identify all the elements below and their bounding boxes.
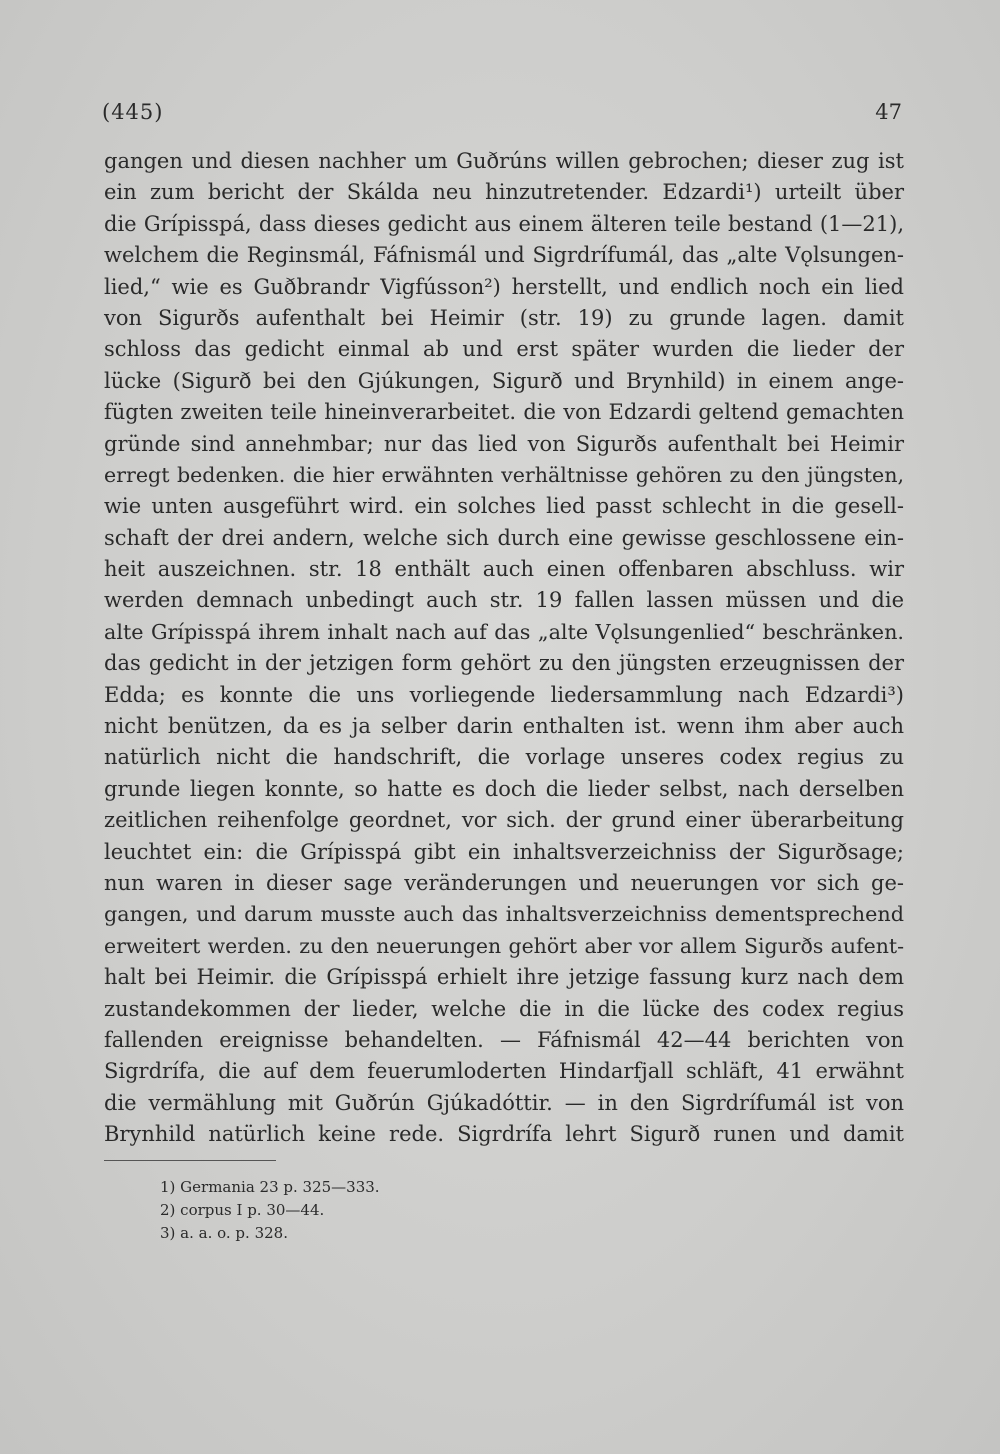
text-line: schaft der drei andern, welche sich durch eine gewisse geschlossene ein- (104, 525, 904, 550)
text-line: wie unten ausgeführt wird. ein solches lied passt schlecht in die gesell- (104, 494, 904, 519)
text-line: werden demnach unbedingt auch str. 19 fallen lassen müssen und die (104, 588, 904, 613)
page-header (102, 100, 902, 130)
text-line: Brynhild natürlich keine rede. Sigrdrífa lehrt Sigurð runen und damit (104, 1122, 904, 1147)
section-number: (445) (102, 100, 164, 124)
text-line: alte Grípisspá ihrem inhalt nach auf das „alte Vǫlsungenlied“ beschränken. (104, 619, 904, 644)
text-line: ein zum bericht der Skálda neu hinzutretender. Edzardi¹) urteilt über (104, 180, 904, 205)
footnote: 3) a. a. o. p. 328. (160, 1224, 288, 1242)
text-line: schloss das gedicht einmal ab und erst später wurden die lieder der (104, 337, 904, 362)
text-line: welchem die Reginsmál, Fáfnismál und Sigrdrífumál, das „alte Vǫlsungen- (104, 243, 904, 268)
text-line: zustandekommen der lieder, welche die in die lücke des codex regius (104, 996, 904, 1021)
text-line: fügten zweiten teile hineinverarbeitet. die von Edzardi geltend gemachten (104, 400, 904, 425)
text-line: gründe sind annehmbar; nur das lied von Sigurðs aufenthalt bei Heimir (104, 431, 904, 456)
text-line: von Sigurðs aufenthalt bei Heimir (str. 19) zu grunde lagen. damit (104, 305, 904, 330)
footnote: 1) Germania 23 p. 325—333. (160, 1178, 380, 1196)
text-line: fallenden ereignisse behandelten. — Fáfnismál 42—44 berichten von (104, 1027, 904, 1052)
text-line: grunde liegen konnte, so hatte es doch die lieder selbst, nach derselben (104, 776, 904, 801)
body-text (104, 146, 904, 1151)
text-line: halt bei Heimir. die Grípisspá erhielt ihre jetzige fassung kurz nach dem (104, 965, 904, 990)
footnote-rule (104, 1160, 276, 1161)
text-line: lücke (Sigurð bei den Gjúkungen, Sigurð und Brynhild) in einem ange- (104, 368, 904, 393)
text-line: gangen, und darum musste auch das inhaltsverzeichniss dementsprechend (104, 902, 904, 927)
text-line: leuchtet ein: die Grípisspá gibt ein inhaltsverzeichniss der Sigurðsage; (104, 839, 904, 864)
text-line: das gedicht in der jetzigen form gehört zu den jüngsten erzeugnissen der (104, 651, 904, 676)
text-line: Sigrdrífa, die auf dem feuerumloderten Hindarfjall schläft, 41 erwähnt (104, 1059, 904, 1084)
footnote: 2) corpus I p. 30—44. (160, 1201, 325, 1219)
text-line: heit auszeichnen. str. 18 enthält auch einen offenbaren abschluss. wir (104, 557, 904, 582)
text-line: lied,“ wie es Guðbrandr Vigfússon²) herstellt, und endlich noch ein lied (104, 274, 904, 299)
text-line: Edda; es konnte die uns vorliegende liedersammlung nach Edzardi³) (104, 682, 904, 707)
text-line: erweitert werden. zu den neuerungen gehört aber vor allem Sigurðs aufent- (104, 933, 904, 958)
text-line: gangen und diesen nachher um Guðrúns willen gebrochen; dieser zug ist (104, 149, 904, 173)
text-line: erregt bedenken. die hier erwähnten verhältnisse gehören zu den jüngsten, (104, 462, 904, 487)
text-line: natürlich nicht die handschrift, die vorlage unseres codex regius zu (104, 745, 904, 770)
text-line: die Grípisspá, dass dieses gedicht aus einem älteren teile bestand (1—21), (104, 211, 904, 236)
footnotes (160, 1176, 380, 1245)
text-line: nicht benützen, da es ja selber darin enthalten ist. wenn ihm aber auch (104, 714, 904, 739)
page-number: 47 (875, 100, 902, 124)
text-line: die vermählung mit Guðrún Gjúkadóttir. — in den Sigrdrífumál ist von (104, 1090, 904, 1115)
text-line: nun waren in dieser sage veränderungen und neuerungen vor sich ge- (104, 870, 904, 895)
text-line: zeitlichen reihenfolge geordnet, vor sich. der grund einer überarbeitung (104, 808, 904, 833)
